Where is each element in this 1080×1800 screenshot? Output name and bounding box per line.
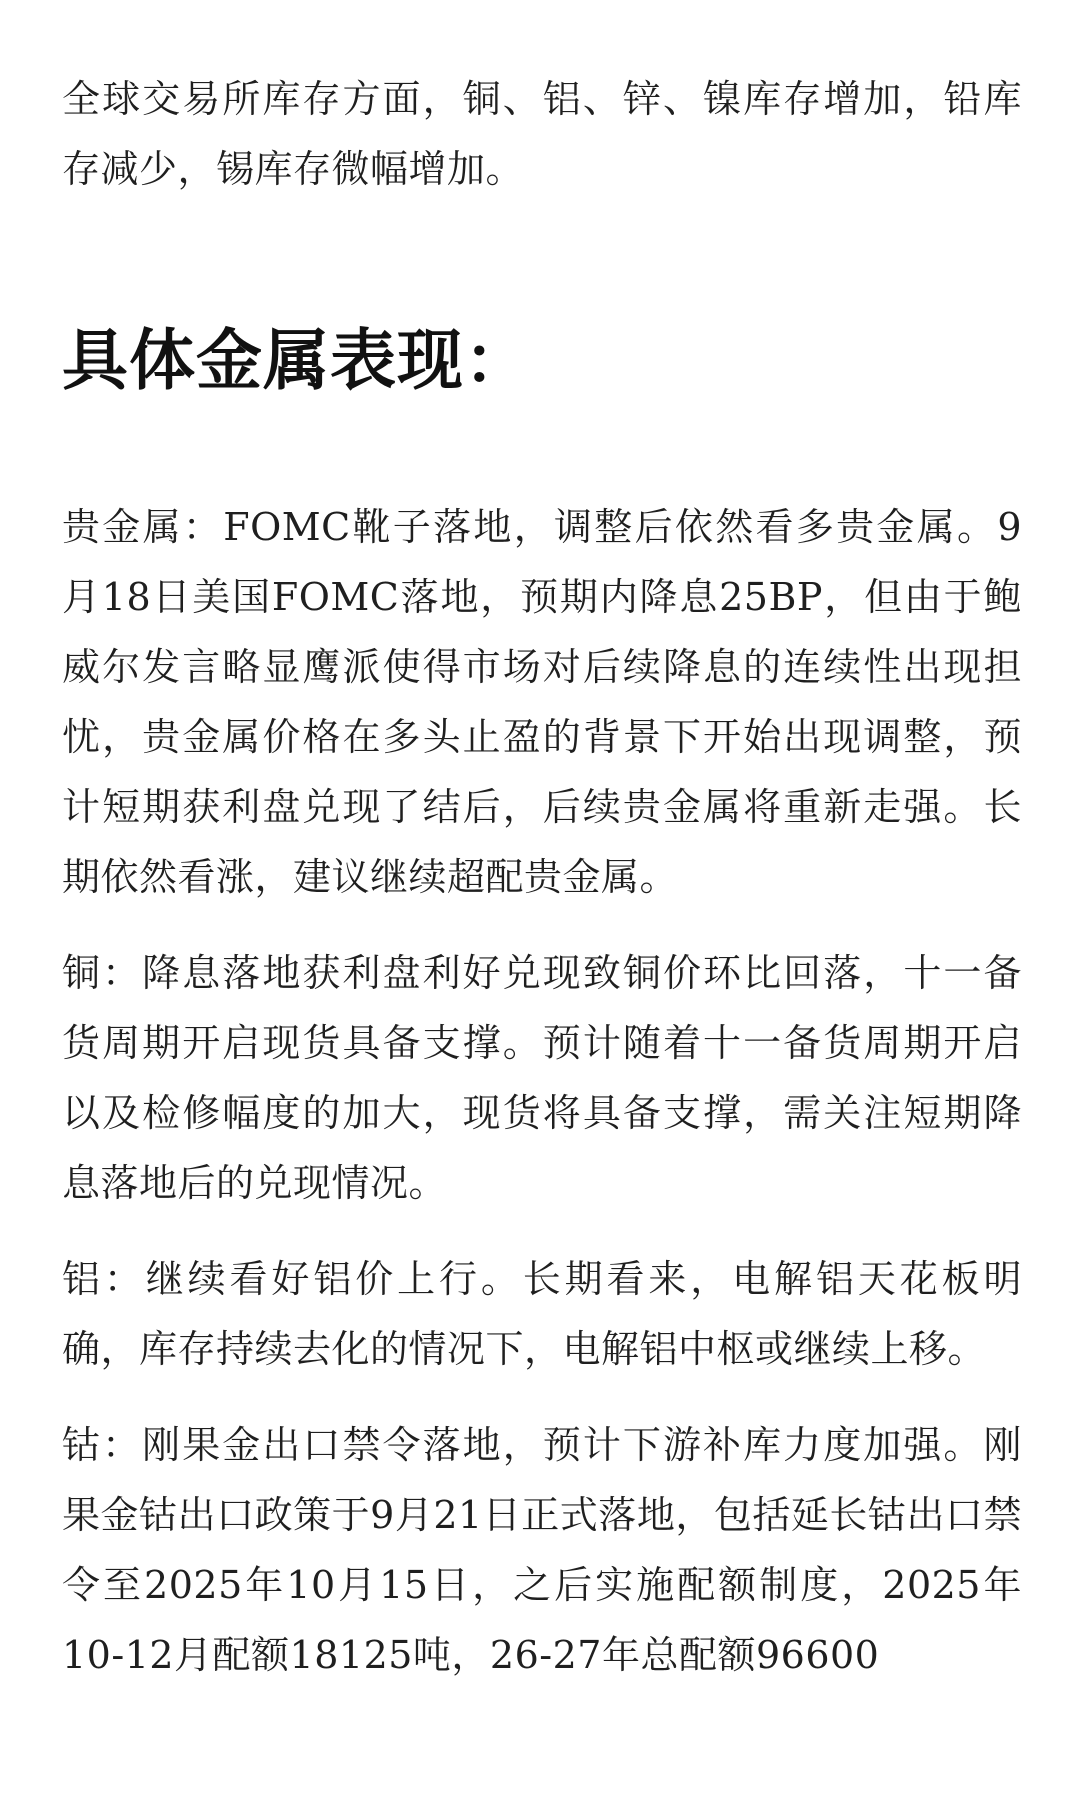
paragraph-cobalt: 钴：刚果金出口禁令落地，预计下游补库力度加强。刚果金钴出口政策于9月21日正式落地，包括延长钴出口禁令至2025年10月15日，之后实施配额制度，2025年10-12月配额18125吨，26-27年总配额96600 <box>62 1423 1022 1677</box>
intro-paragraph: 全球交易所库存方面，铜、铝、锌、镍库存增加，铅库存减少，锡库存微幅增加。 <box>62 77 1022 191</box>
section-heading: 具体金属表现： <box>62 321 531 399</box>
paragraph-copper: 铜：降息落地获利盘利好兑现致铜价环比回落，十一备货周期开启现货具备支撑。预计随着十一备货周期开启以及检修幅度的加大，现货将具备支撑，需关注短期降息落地后的兑现情况。 <box>62 951 1022 1205</box>
paragraph-precious-metals: 贵金属：FOMC靴子落地，调整后依然看多贵金属。9月18日美国FOMC落地，预期内降息25BP，但由于鲍威尔发言略显鹰派使得市场对后续降息的连续性出现担忧，贵金属价格在多头止盈的背景下开始出现调整，预计短期获利盘兑现了结后，后续贵金属将重新走强。长期依然看涨，建议继续超配贵金属。 <box>62 505 1022 899</box>
article-body <box>62 64 1022 1690</box>
paragraph-aluminum: 铝：继续看好铝价上行。长期看来，电解铝天花板明确，库存持续去化的情况下，电解铝中枢或继续上移。 <box>62 1257 1022 1371</box>
